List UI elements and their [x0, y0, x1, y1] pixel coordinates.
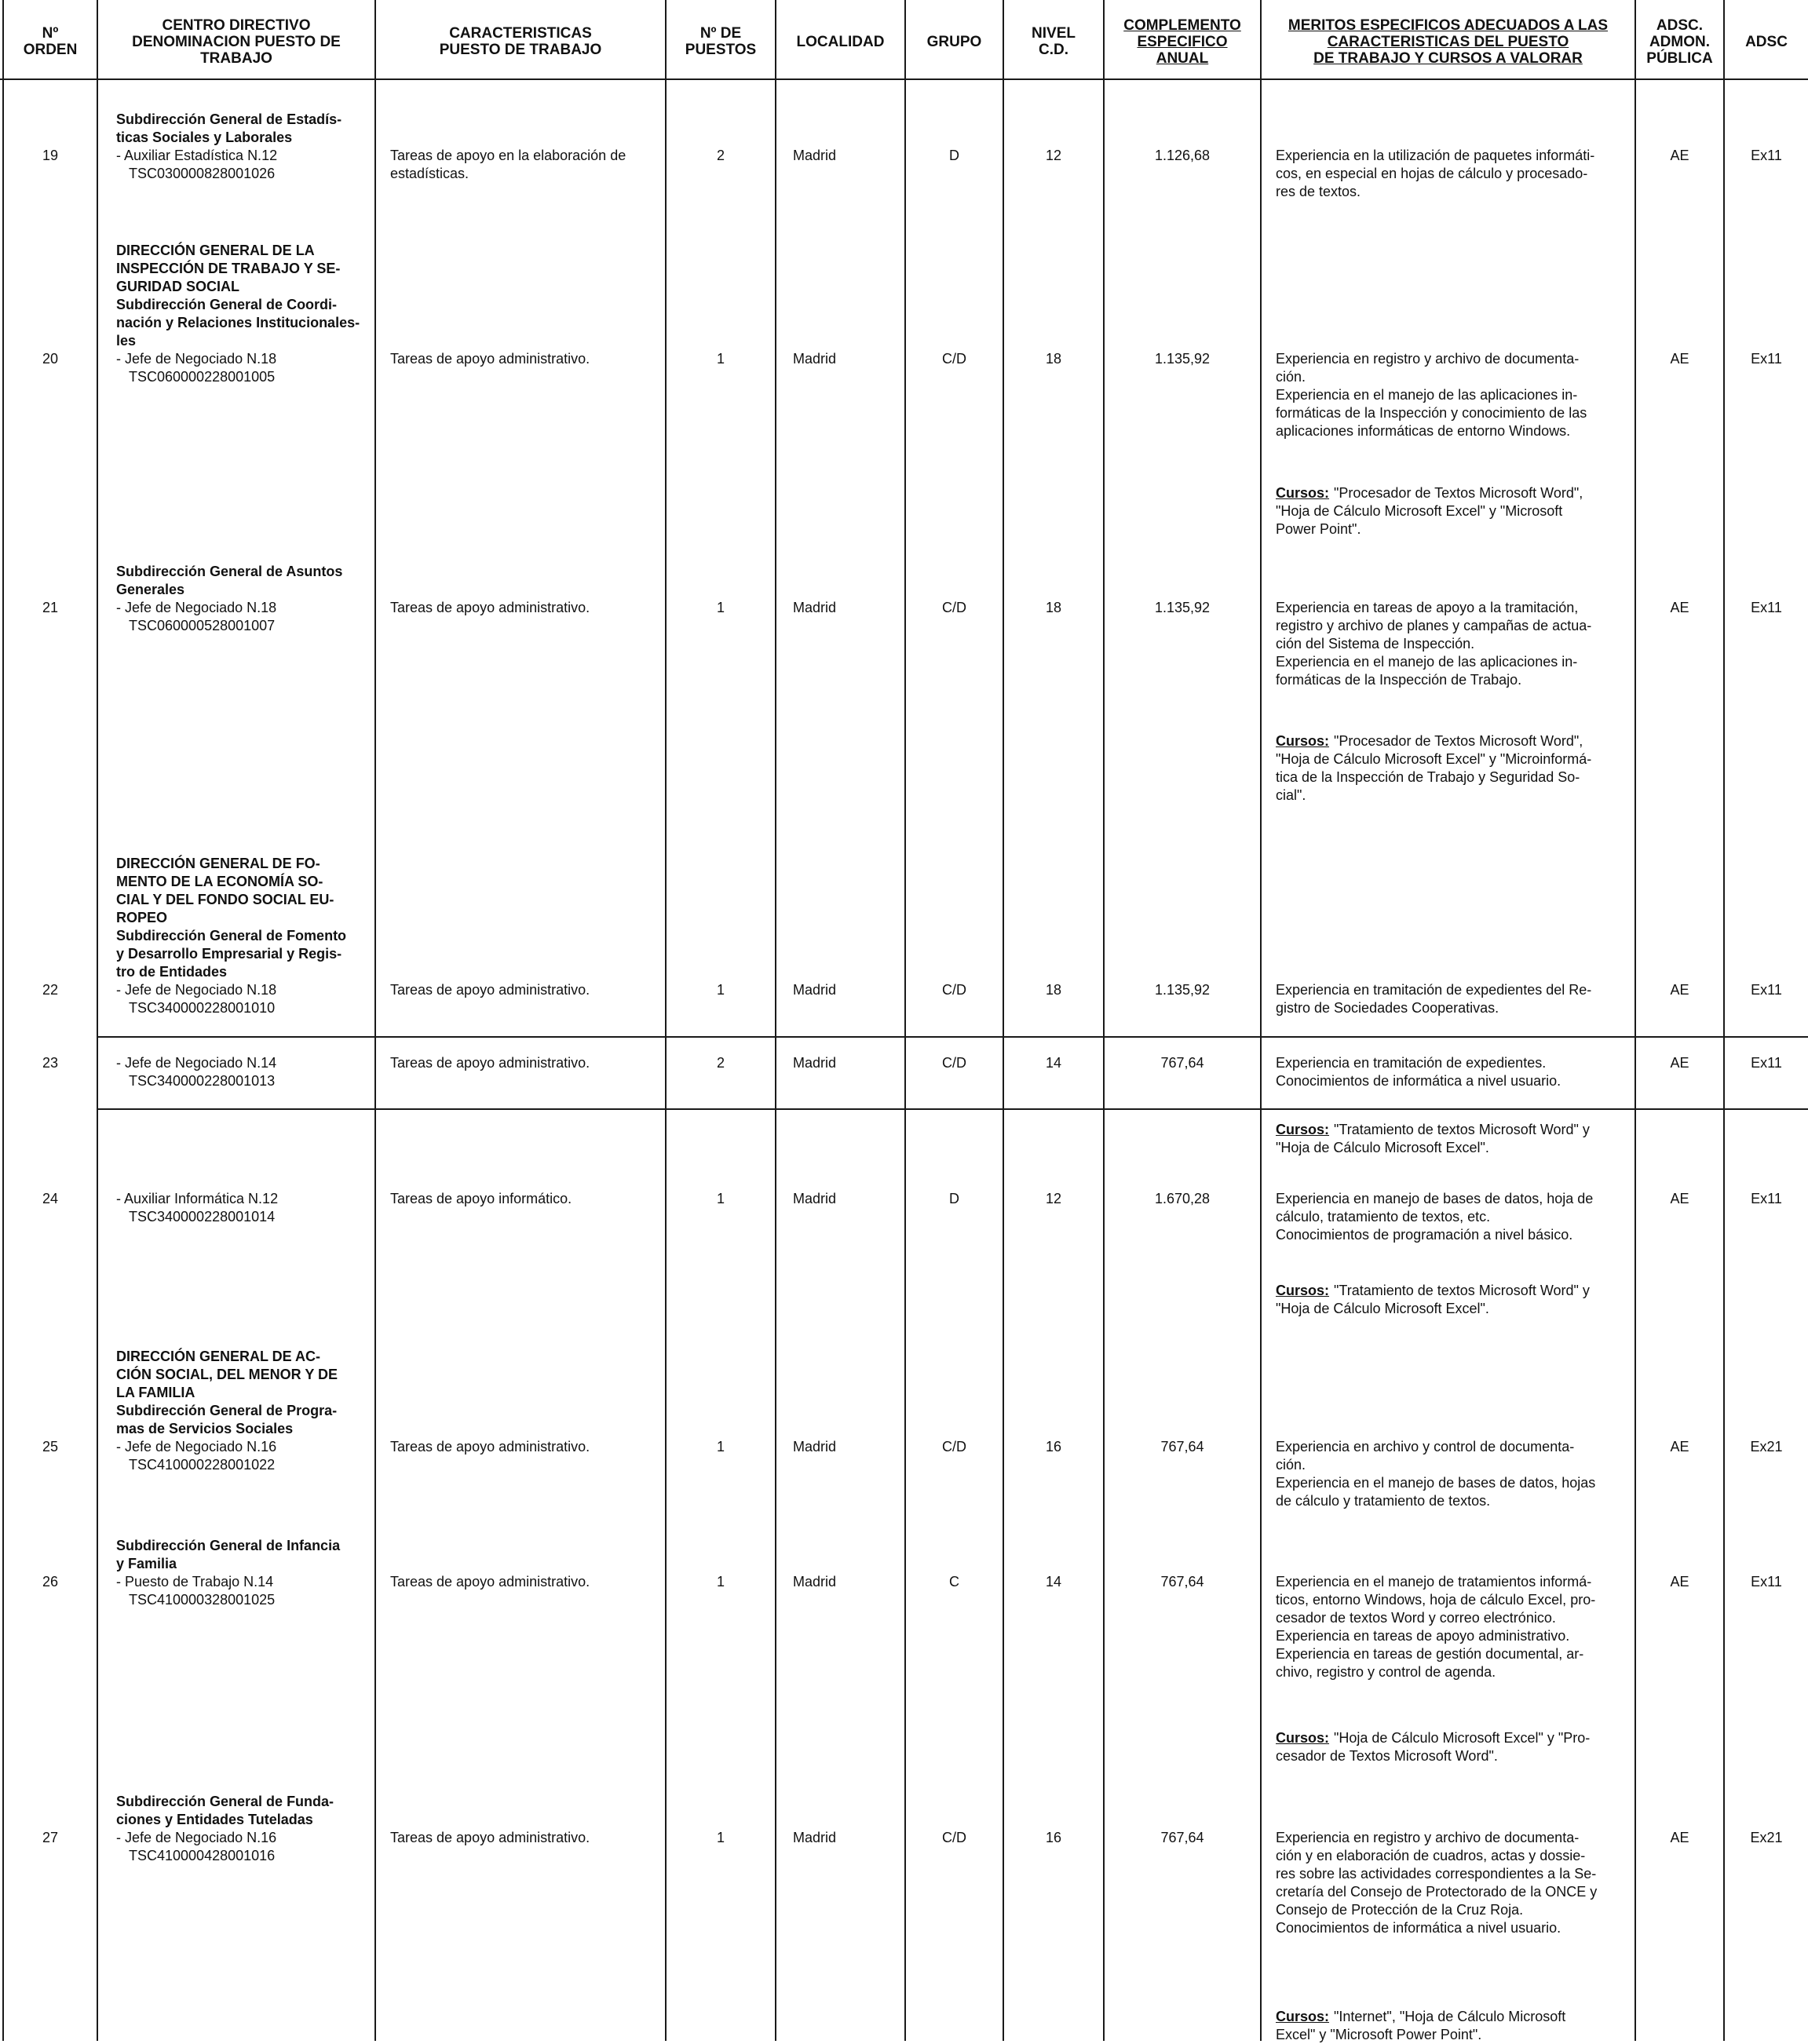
- org-heading-line: Subdirección General de Coordi-: [116, 297, 338, 312]
- complemento-especifico: 1.135,92: [1154, 600, 1211, 615]
- org-heading-line: DIRECCIÓN GENERAL DE LA: [116, 243, 315, 258]
- grupo: D: [949, 148, 959, 163]
- num-puestos: 1: [716, 1439, 725, 1455]
- meritos-line: Experiencia en registro y archivo de documenta-: [1276, 351, 1580, 367]
- column-line: [1103, 0, 1105, 2041]
- cursos-label: Cursos:: [1276, 1730, 1330, 1746]
- meritos-line: Experiencia en tareas de apoyo a la tramitación,: [1276, 600, 1579, 615]
- org-heading-line: Subdirección General de Fomento: [116, 928, 347, 944]
- complemento-especifico: 767,64: [1160, 1055, 1204, 1071]
- localidad: Madrid: [793, 1830, 837, 1845]
- org-heading-line: INSPECCIÓN DE TRABAJO Y SE-: [116, 261, 341, 276]
- cursos-label: Cursos:: [1276, 733, 1330, 749]
- row-rule: [97, 1108, 1808, 1110]
- nivel-cd: 12: [1045, 148, 1062, 163]
- org-heading-line: CIAL Y DEL FONDO SOCIAL EU-: [116, 892, 334, 907]
- caracteristicas-line: estadísticas.: [390, 166, 469, 181]
- meritos-line: Experiencia en registro y archivo de documenta-: [1276, 1830, 1580, 1845]
- nivel-cd: 14: [1045, 1055, 1062, 1071]
- adsc: Ex11: [1751, 1191, 1782, 1206]
- nivel-cd: 18: [1045, 982, 1062, 998]
- org-heading-line: Subdirección General de Infancia: [116, 1538, 341, 1553]
- org-heading-line: nación y Relaciones Institucionales-: [116, 315, 360, 330]
- meritos-line: res de textos.: [1276, 184, 1361, 199]
- caracteristicas-line: Tareas de apoyo informático.: [390, 1191, 572, 1206]
- num-puestos: 2: [716, 1055, 725, 1071]
- org-heading-line: tro de Entidades: [116, 964, 228, 980]
- cursos-line: "Hoja de Cálculo Microsoft Excel".: [1276, 1140, 1489, 1155]
- puesto-code: TSC340000228001014: [129, 1209, 276, 1225]
- adsc: Ex21: [1750, 1830, 1783, 1845]
- meritos-line: formáticas de la Inspección de Trabajo.: [1276, 672, 1522, 688]
- nivel-cd: 18: [1045, 351, 1062, 367]
- nivel-cd: 14: [1045, 1574, 1062, 1590]
- localidad: Madrid: [793, 1574, 837, 1590]
- num-puestos: 1: [716, 351, 725, 367]
- meritos-line: Consejo de Protección de la Cruz Roja.: [1276, 1902, 1524, 1918]
- org-heading-line: y Familia: [116, 1556, 177, 1571]
- complemento-especifico: 1.135,92: [1154, 982, 1211, 998]
- org-heading-line: Generales: [116, 582, 185, 597]
- orden-number: 26: [42, 1574, 59, 1590]
- localidad: Madrid: [793, 600, 837, 615]
- column-line: [775, 0, 776, 2041]
- adsc: Ex21: [1750, 1439, 1783, 1455]
- meritos-line: ticos, entorno Windows, hoja de cálculo Excel, pro-: [1276, 1592, 1596, 1608]
- meritos-line: Conocimientos de informática a nivel usuario.: [1276, 1920, 1561, 1936]
- cursos-label: Cursos:: [1276, 1283, 1330, 1298]
- header-meritos: MERITOS ESPECIFICOS ADECUADOS A LAS CARACTERISTICAS DEL PUESTO DE TRABAJO Y CURSOS A VALORAR: [1288, 16, 1609, 67]
- adsc-admon-publica: AE: [1670, 1830, 1689, 1845]
- meritos-line: cesador de textos Word y correo electrónico.: [1276, 1610, 1556, 1626]
- puesto-name: - Jefe de Negociado N.16: [116, 1830, 277, 1845]
- localidad: Madrid: [793, 351, 837, 367]
- cursos-label: Cursos:: [1276, 2009, 1330, 2024]
- meritos-line: Experiencia en el manejo de bases de datos, hojas: [1276, 1475, 1596, 1491]
- caracteristicas-line: Tareas de apoyo administrativo.: [390, 1055, 590, 1071]
- puesto-code: TSC410000328001025: [129, 1592, 276, 1608]
- org-heading-line: GURIDAD SOCIAL: [116, 279, 239, 294]
- org-heading-line: ciones y Entidades Tuteladas: [116, 1812, 313, 1827]
- localidad: Madrid: [793, 148, 837, 163]
- puesto-code: TSC410000228001022: [129, 1457, 276, 1473]
- meritos-line: ción y en elaboración de cuadros, actas y dossie-: [1276, 1848, 1586, 1863]
- meritos-line: Conocimientos de informática a nivel usuario.: [1276, 1073, 1561, 1089]
- column-line: [1635, 0, 1636, 2041]
- meritos-line: Experiencia en tramitación de expedientes del Re-: [1276, 982, 1592, 998]
- header-rule: [0, 78, 1808, 80]
- meritos-line: cretaría del Consejo de Protectorado de la ONCE y: [1276, 1884, 1598, 1900]
- cursos-label: Cursos:: [1276, 485, 1330, 501]
- localidad: Madrid: [793, 1191, 837, 1206]
- adsc: Ex11: [1751, 1574, 1782, 1590]
- org-heading-line: y Desarrollo Empresarial y Regis-: [116, 946, 342, 962]
- adsc-admon-publica: AE: [1670, 1191, 1689, 1206]
- puesto-code: TSC030000828001026: [129, 166, 276, 181]
- puesto-name: - Jefe de Negociado N.18: [116, 351, 277, 367]
- grupo: C/D: [942, 1055, 966, 1071]
- header-grupo: GRUPO: [926, 33, 982, 50]
- meritos-line: aplicaciones informáticas de entorno Windows.: [1276, 423, 1571, 439]
- nivel-cd: 12: [1045, 1191, 1062, 1206]
- nivel-cd: 18: [1045, 600, 1062, 615]
- meritos-line: ción.: [1276, 1457, 1306, 1473]
- puesto-name: - Auxiliar Informática N.12: [116, 1191, 279, 1206]
- cursos-label: Cursos:: [1276, 1122, 1330, 1137]
- meritos-line: Experiencia en el manejo de tratamientos informá-: [1276, 1574, 1592, 1590]
- orden-number: 19: [42, 148, 59, 163]
- header-localidad: LOCALIDAD: [796, 33, 885, 50]
- puesto-name: - Auxiliar Estadística N.12: [116, 148, 278, 163]
- orden-number: 24: [42, 1191, 59, 1206]
- grupo: D: [949, 1191, 959, 1206]
- meritos-line: cos, en especial en hojas de cálculo y procesado-: [1276, 166, 1588, 181]
- meritos-line: res sobre las actividades correspondientes a la Se-: [1276, 1866, 1597, 1882]
- meritos-line: de cálculo y tratamiento de textos.: [1276, 1493, 1491, 1509]
- meritos-line: ción del Sistema de Inspección.: [1276, 636, 1475, 652]
- complemento-especifico: 1.126,68: [1154, 148, 1211, 163]
- column-line: [1003, 0, 1004, 2041]
- cursos-line: Excel" y "Microsoft Power Point".: [1276, 2027, 1482, 2042]
- header-nivel: NIVEL C.D.: [1032, 25, 1076, 58]
- org-heading-line: ROPEO: [116, 910, 168, 925]
- puesto-code: TSC060000228001005: [129, 369, 276, 385]
- cursos-line: "Hoja de Cálculo Microsoft Excel" y "Microsoft: [1276, 503, 1563, 519]
- meritos-line: Experiencia en tramitación de expedientes.: [1276, 1055, 1547, 1071]
- meritos-line: cálculo, tratamiento de textos, etc.: [1276, 1209, 1491, 1225]
- localidad: Madrid: [793, 982, 837, 998]
- adsc: Ex11: [1751, 982, 1782, 998]
- complemento-especifico: 767,64: [1160, 1830, 1204, 1845]
- complemento-especifico: 767,64: [1160, 1439, 1204, 1455]
- grupo: C: [949, 1574, 959, 1590]
- nivel-cd: 16: [1045, 1439, 1062, 1455]
- caracteristicas-line: Tareas de apoyo administrativo.: [390, 982, 590, 998]
- num-puestos: 1: [716, 982, 725, 998]
- column-line: [374, 0, 376, 2041]
- puesto-name: - Jefe de Negociado N.18: [116, 600, 277, 615]
- cursos-line: "Hoja de Cálculo Microsoft Excel" y "Microinformá-: [1276, 751, 1592, 767]
- adsc: Ex11: [1751, 351, 1782, 367]
- caracteristicas-line: Tareas de apoyo administrativo.: [390, 1439, 590, 1455]
- complemento-especifico: 1.135,92: [1154, 351, 1211, 367]
- header-puestos: Nº DE PUESTOS: [685, 25, 757, 58]
- adsc-admon-publica: AE: [1670, 600, 1689, 615]
- grupo: C/D: [942, 982, 966, 998]
- meritos-line: Experiencia en tareas de gestión documental, ar-: [1276, 1646, 1584, 1662]
- column-line: [904, 0, 906, 2041]
- header-adsc-admon: ADSC. ADMON. PÚBLICA: [1646, 16, 1713, 67]
- org-heading-line: Subdirección General de Funda-: [116, 1794, 334, 1809]
- org-heading-line: DIRECCIÓN GENERAL DE FO-: [116, 856, 320, 871]
- cursos-line: cesador de Textos Microsoft Word".: [1276, 1748, 1498, 1764]
- meritos-line: registro y archivo de planes y campañas de actua-: [1276, 618, 1592, 633]
- column-line: [97, 0, 98, 2041]
- meritos-line: Conocimientos de programación a nivel básico.: [1276, 1227, 1573, 1243]
- caracteristicas-line: Tareas de apoyo administrativo.: [390, 351, 590, 367]
- puesto-code: TSC340000228001010: [129, 1000, 276, 1016]
- header-adsc: ADSC: [1745, 33, 1788, 50]
- puesto-code: TSC060000528001007: [129, 618, 276, 633]
- cursos-line: "Internet", "Hoja de Cálculo Microsoft: [1334, 2009, 1566, 2024]
- org-heading-line: LA FAMILIA: [116, 1385, 195, 1400]
- puesto-name: - Jefe de Negociado N.18: [116, 982, 277, 998]
- puesto-name: - Jefe de Negociado N.14: [116, 1055, 277, 1071]
- meritos-line: Experiencia en el manejo de las aplicaciones in-: [1276, 654, 1578, 670]
- adsc-admon-publica: AE: [1670, 982, 1689, 998]
- cursos-line: tica de la Inspección de Trabajo y Seguridad So-: [1276, 769, 1580, 785]
- cursos-line: "Tratamiento de textos Microsoft Word" y: [1334, 1122, 1590, 1137]
- grupo: C/D: [942, 1439, 966, 1455]
- puesto-code: TSC410000428001016: [129, 1848, 276, 1863]
- row-rule: [97, 1036, 1808, 1038]
- org-heading-line: CIÓN SOCIAL, DEL MENOR Y DE: [116, 1367, 338, 1382]
- cursos-line: "Procesador de Textos Microsoft Word",: [1334, 733, 1583, 749]
- column-line: [2, 0, 4, 2041]
- orden-number: 21: [42, 600, 59, 615]
- header-orden: Nº ORDEN: [23, 25, 78, 58]
- orden-number: 23: [42, 1055, 59, 1071]
- orden-number: 20: [42, 351, 59, 367]
- caracteristicas-line: Tareas de apoyo en la elaboración de: [390, 148, 626, 163]
- adsc: Ex11: [1751, 600, 1782, 615]
- num-puestos: 1: [716, 600, 725, 615]
- orden-number: 25: [42, 1439, 59, 1455]
- num-puestos: 1: [716, 1830, 725, 1845]
- adsc: Ex11: [1751, 148, 1782, 163]
- cursos-line: "Hoja de Cálculo Microsoft Excel" y "Pro-: [1334, 1730, 1591, 1746]
- meritos-line: Experiencia en manejo de bases de datos, hoja de: [1276, 1191, 1594, 1206]
- meritos-line: Experiencia en tareas de apoyo administrativo.: [1276, 1628, 1570, 1644]
- meritos-line: gistro de Sociedades Cooperativas.: [1276, 1000, 1499, 1016]
- num-puestos: 2: [716, 148, 725, 163]
- org-heading-line: DIRECCIÓN GENERAL DE AC-: [116, 1349, 321, 1364]
- column-line: [1723, 0, 1725, 2041]
- cursos-line: cial".: [1276, 787, 1306, 803]
- org-heading-line: Subdirección General de Progra-: [116, 1403, 338, 1418]
- caracteristicas-line: Tareas de apoyo administrativo.: [390, 1830, 590, 1845]
- column-line: [1260, 0, 1262, 2041]
- header-caracteristicas: CARACTERISTICAS PUESTO DE TRABAJO: [439, 25, 602, 58]
- nivel-cd: 16: [1045, 1830, 1062, 1845]
- meritos-line: Experiencia en la utilización de paquetes informáti-: [1276, 148, 1595, 163]
- num-puestos: 1: [716, 1574, 725, 1590]
- complemento-especifico: 767,64: [1160, 1574, 1204, 1590]
- meritos-line: chivo, registro y control de agenda.: [1276, 1664, 1496, 1680]
- cursos-line: Power Point".: [1276, 521, 1361, 537]
- caracteristicas-line: Tareas de apoyo administrativo.: [390, 600, 590, 615]
- org-heading-line: Subdirección General de Asuntos: [116, 564, 343, 579]
- puesto-name: - Puesto de Trabajo N.14: [116, 1574, 274, 1590]
- cursos-line: "Tratamiento de textos Microsoft Word" y: [1334, 1283, 1590, 1298]
- localidad: Madrid: [793, 1055, 837, 1071]
- header-centro: CENTRO DIRECTIVO DENOMINACION PUESTO DE TRABAJO: [132, 16, 341, 67]
- org-heading-line: Subdirección General de Estadís-: [116, 111, 342, 127]
- orden-number: 27: [42, 1830, 59, 1845]
- adsc-admon-publica: AE: [1670, 1574, 1689, 1590]
- org-heading-line: ticas Sociales y Laborales: [116, 130, 293, 145]
- puesto-name: - Jefe de Negociado N.16: [116, 1439, 277, 1455]
- adsc-admon-publica: AE: [1670, 1055, 1689, 1071]
- org-heading-line: mas de Servicios Sociales: [116, 1421, 294, 1436]
- header-complemento: COMPLEMENTO ESPECIFICO ANUAL: [1123, 16, 1241, 67]
- cursos-line: "Procesador de Textos Microsoft Word",: [1334, 485, 1583, 501]
- adsc: Ex11: [1751, 1055, 1782, 1071]
- column-line: [665, 0, 667, 2041]
- complemento-especifico: 1.670,28: [1154, 1191, 1211, 1206]
- meritos-line: formáticas de la Inspección y conocimiento de las: [1276, 405, 1587, 421]
- grupo: C/D: [942, 351, 966, 367]
- meritos-line: ción.: [1276, 369, 1306, 385]
- grupo: C/D: [942, 1830, 966, 1845]
- adsc-admon-publica: AE: [1670, 1439, 1689, 1455]
- puesto-code: TSC340000228001013: [129, 1073, 276, 1089]
- org-heading-line: les: [116, 333, 137, 349]
- localidad: Madrid: [793, 1439, 837, 1455]
- orden-number: 22: [42, 982, 59, 998]
- caracteristicas-line: Tareas de apoyo administrativo.: [390, 1574, 590, 1590]
- meritos-line: Experiencia en archivo y control de documenta-: [1276, 1439, 1575, 1455]
- org-heading-line: MENTO DE LA ECONOMÍA SO-: [116, 874, 323, 889]
- cursos-line: "Hoja de Cálculo Microsoft Excel".: [1276, 1301, 1489, 1316]
- meritos-line: Experiencia en el manejo de las aplicaciones in-: [1276, 387, 1578, 403]
- num-puestos: 1: [716, 1191, 725, 1206]
- adsc-admon-publica: AE: [1670, 148, 1689, 163]
- adsc-admon-publica: AE: [1670, 351, 1689, 367]
- grupo: C/D: [942, 600, 966, 615]
